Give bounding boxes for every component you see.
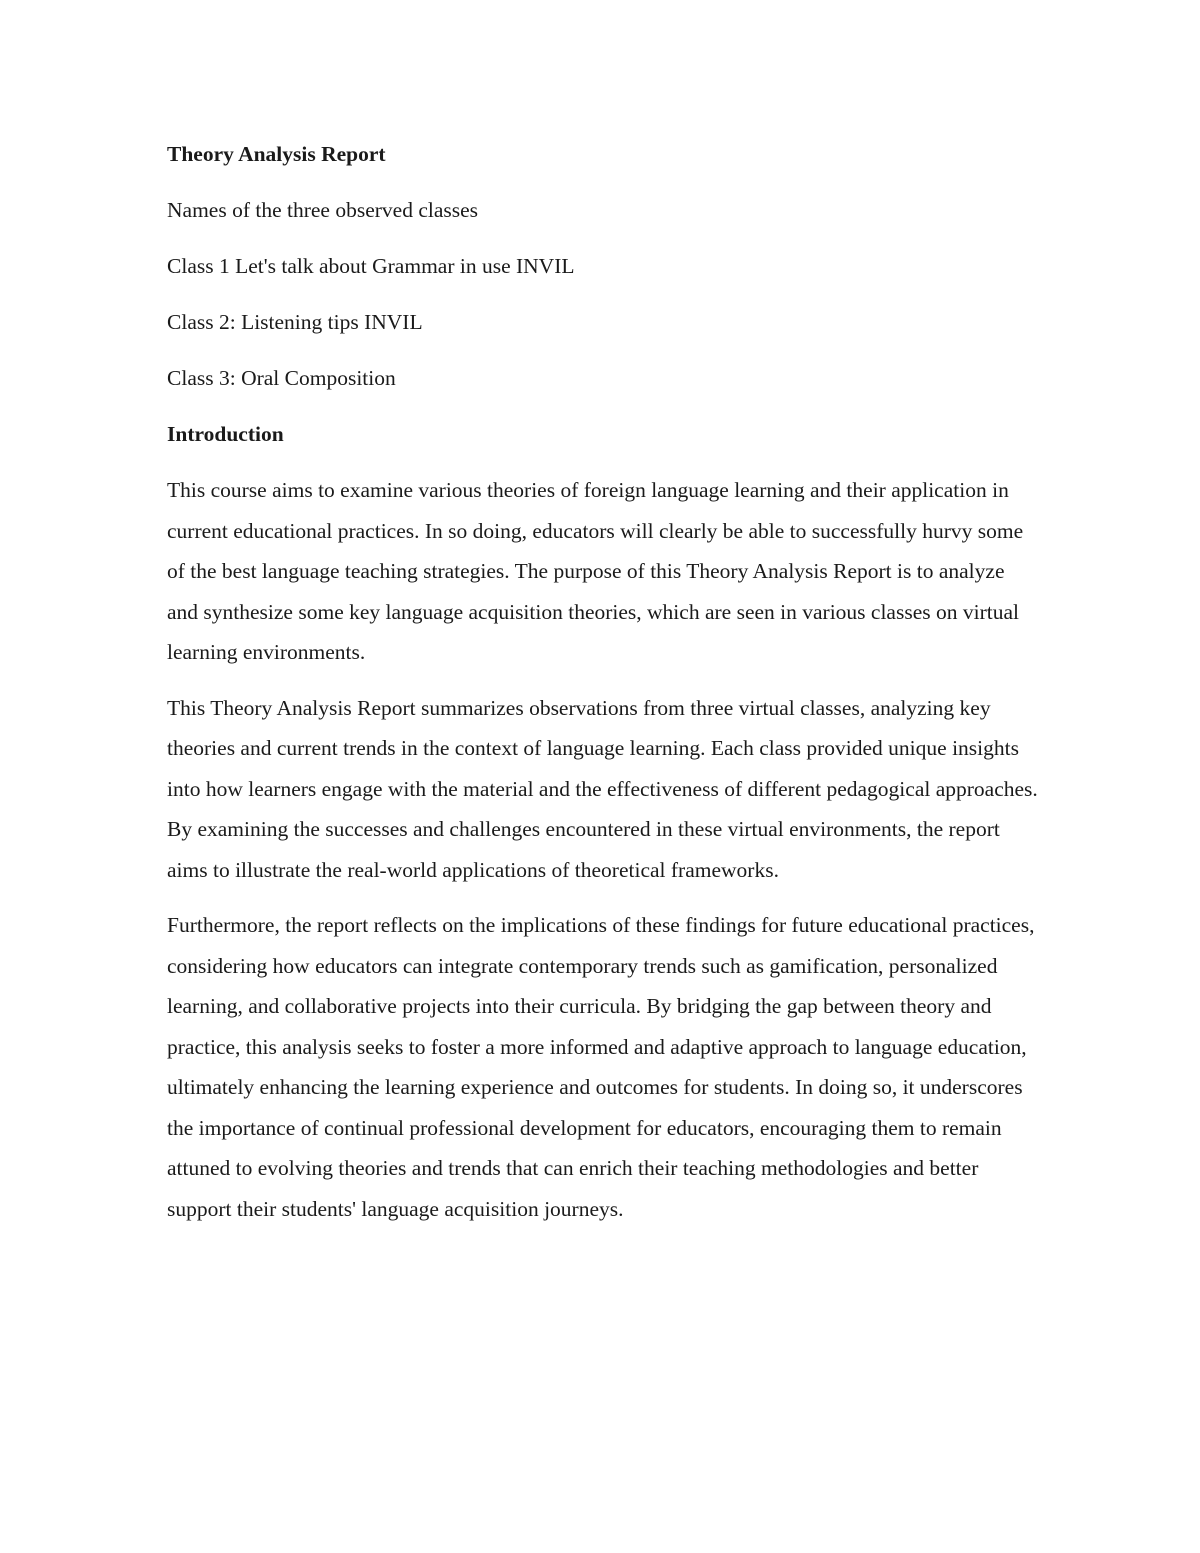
classes-heading: Names of the three observed classes bbox=[167, 198, 479, 222]
paragraph-2: This Theory Analysis Report summarizes observations from three virtual classes, analyzing key theories and current trends in the context of language learning. Each class provided unique insights into how learners engage with the material and the effectiveness of different pedagogical approaches. By examining the successes and challenges encountered in these virtual environments, the report aims to illustrate the real-world applications of theoretical frameworks. bbox=[167, 695, 1038, 882]
document-body bbox=[167, 134, 1039, 1244]
introduction-heading: Introduction bbox=[167, 422, 284, 446]
paragraph-3: Furthermore, the report reflects on the implications of these findings for future educational practices, considering how educators can integrate contemporary trends such as gamification, personalized learning, and collaborative projects into their curricula. By bridging the gap between theory and practice, this analysis seeks to foster a more informed and adaptive approach to language education, ultimately enhancing the learning experience and outcomes for students. In doing so, it underscores the importance of continual professional development for educators, encouraging them to remain attuned to evolving theories and trends that can enrich their teaching methodologies and better support their students' language acquisition journeys. bbox=[167, 913, 1035, 1221]
document-title: Theory Analysis Report bbox=[167, 142, 386, 166]
paragraph-1: This course aims to examine various theories of foreign language learning and their application in current educational practices. In so doing, educators will clearly be able to successfully hurvy some of the best language teaching strategies. The purpose of this Theory Analysis Report is to analyze and synthesize some key language acquisition theories, which are seen in various classes on virtual learning environments. bbox=[167, 478, 1024, 664]
class-item-1: Class 1 Let's talk about Grammar in use INVIL bbox=[167, 254, 575, 278]
class-item-2: Class 2: Listening tips INVIL bbox=[167, 310, 423, 334]
class-item-3: Class 3: Oral Composition bbox=[167, 366, 396, 390]
